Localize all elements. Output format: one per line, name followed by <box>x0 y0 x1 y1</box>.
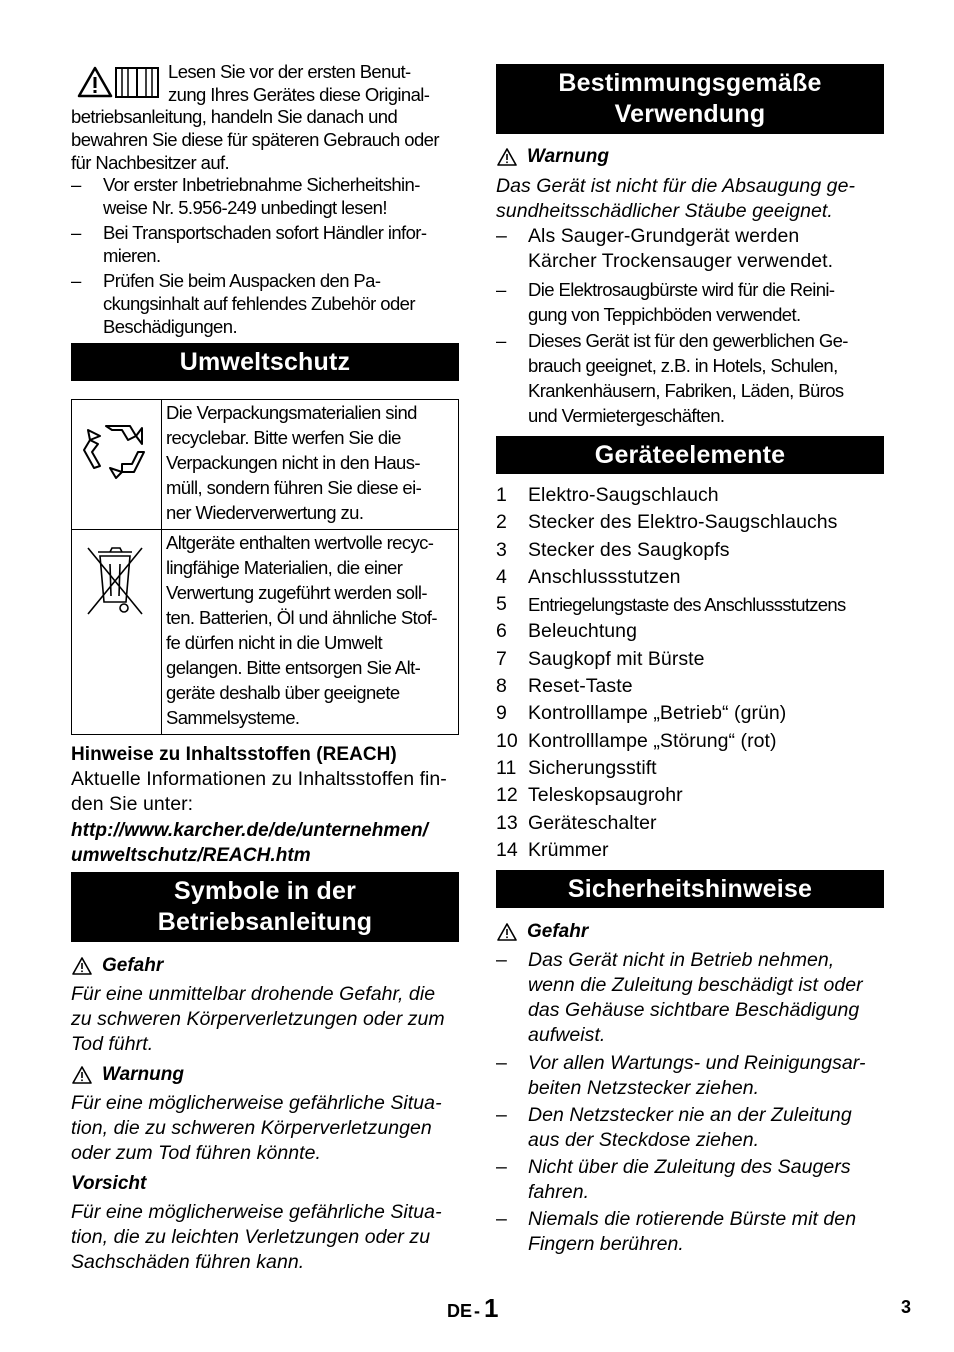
footer-section-label <box>447 1293 498 1324</box>
intro-item-text: Vor erster Inbetriebnahme Sicherheitshin- weise Nr. 5.956-249 unbedingt lesen! <box>103 174 420 218</box>
environment-icon-cell <box>72 400 162 530</box>
warnung-heading <box>496 145 609 169</box>
part-label: Geräteschalter <box>528 811 657 834</box>
heading-text: Umweltschutz <box>179 347 351 376</box>
reach-text: Aktuelle Informationen zu Inhaltsstoffen fin- den Sie unter: <box>71 768 447 815</box>
parts-list-item <box>496 482 884 509</box>
heading-geraeteelemente <box>496 436 884 474</box>
intro-rest: betriebsanleitung, handeln Sie danach und bewahren Sie diese für späteren Gebrauch oder für Nachbesitzer auf. <box>71 106 439 173</box>
part-number: 1 <box>496 484 507 506</box>
parts-list-item <box>496 728 884 755</box>
sicherheit-item-text: Den Netzstecker nie an der Zuleitung aus der Steckdose ziehen. <box>528 1104 852 1151</box>
dash-marker: – <box>496 225 507 247</box>
gefahr-label: Gefahr <box>527 921 589 942</box>
parts-list-item <box>496 564 884 591</box>
dash-marker: – <box>496 330 506 351</box>
gefahr-heading <box>71 954 163 978</box>
part-number: 13 <box>496 811 518 834</box>
heading-symbole <box>71 872 459 942</box>
environment-icon-cell <box>72 530 162 735</box>
parts-list-item <box>496 618 884 645</box>
environment-text: Die Verpackungsmaterialien sind recyclebar. Bitte werfen Sie die Verpackungen nicht in den Haus- müll, sondern führen Sie diese ei- ner Wiederverwertung zu. <box>162 400 459 530</box>
bestimmung-item-text: Dieses Gerät ist für den gewerblichen Ge- brauch geeignet, z.B. in Hotels, Schulen, Krankenhäusern, Fabriken, Läden, Büros und Vermietergeschäften. <box>528 330 848 426</box>
warnung-label: Warnung <box>102 1064 184 1085</box>
warning-icon <box>77 66 113 98</box>
part-number: 5 <box>496 593 507 616</box>
heading-text: Sicherheitshinweise <box>567 874 813 903</box>
part-label: Stecker des Elektro-Saugschlauchs <box>528 511 838 534</box>
heading-bestimmung <box>496 64 884 134</box>
intro-line-2: zung Ihres Gerätes diese Original- <box>168 84 430 105</box>
dash-marker: – <box>496 1208 507 1230</box>
sicherheit-item-text: Vor allen Wartungs- und Reinigungsar- beiten Netzstecker ziehen. <box>528 1052 866 1099</box>
part-label: Sicherungsstift <box>528 756 657 779</box>
part-number: 4 <box>496 565 507 588</box>
dash-marker: – <box>496 1156 507 1178</box>
dash-marker: – <box>71 222 81 243</box>
parts-list-item <box>496 837 884 864</box>
part-label: Entriegelungstaste des Anschlussstutzens <box>528 594 846 616</box>
parts-list-item <box>496 509 884 536</box>
gefahr-label: Gefahr <box>102 955 164 976</box>
parts-list-item <box>496 700 884 727</box>
part-label: Reset-Taste <box>528 675 633 698</box>
bestimmung-item-text: Als Sauger-Grundgerät werden Kärcher Trockensauger verwendet. <box>528 225 834 272</box>
gefahr-heading <box>496 920 588 944</box>
heading-sicherheit <box>496 870 884 908</box>
heading-text: Betriebsanleitung <box>157 908 373 936</box>
part-number: 8 <box>496 675 507 698</box>
bestimmung-item-text: Die Elektrosaugbürste wird für die Reini- gung von Teppichböden verwendet. <box>528 279 835 325</box>
parts-list-item <box>496 755 884 782</box>
footer-sep: - <box>474 1301 481 1321</box>
parts-list-item <box>496 537 884 564</box>
parts-list <box>496 482 884 864</box>
part-number: 6 <box>496 620 507 643</box>
part-number: 2 <box>496 511 507 534</box>
recycle-icon <box>82 416 154 488</box>
vorsicht-label: Vorsicht <box>71 1173 147 1194</box>
footer-lang: DE <box>447 1301 473 1321</box>
intro-item-text: Bei Transportschaden sofort Händler infor- mieren. <box>103 222 427 266</box>
part-number: 9 <box>496 702 507 725</box>
part-number: 7 <box>496 647 507 670</box>
part-label: Kontrolllampe „Störung“ (rot) <box>528 729 777 752</box>
environment-text: Altgeräte enthalten wertvolle recyc- lingfähige Materialien, die einer Verwertung zugeführt werden soll- ten. Batterien, Öl und ähnliche Stof- fe dürfen nicht in die Umwelt gelangen. Bitte entsorgen Sie Alt- geräte deshalb über geeignete Sammelsysteme. <box>162 530 459 735</box>
footer-section-page: 1 <box>484 1293 499 1323</box>
part-number: 12 <box>496 784 518 807</box>
environment-row <box>72 400 459 530</box>
part-label: Teleskopsaugrohr <box>528 784 683 807</box>
bestimmung-warnung-text: Das Gerät ist nicht für die Absaugung ge- sundheitsschädlicher Stäube geeignet. <box>496 175 856 222</box>
heading-text: Geräteelemente <box>594 440 786 469</box>
part-label: Krümmer <box>528 838 609 861</box>
gefahr-text: Für eine unmittelbar drohende Gefahr, die zu schweren Körperverletzungen oder zum Tod führt. <box>71 983 445 1055</box>
part-label: Anschlussstutzen <box>528 565 681 588</box>
warning-icon <box>496 147 518 167</box>
parts-list-item <box>496 782 884 809</box>
dash-marker: – <box>496 949 507 971</box>
dash-marker: – <box>71 270 81 291</box>
environment-table <box>71 399 459 735</box>
dash-marker: – <box>496 279 506 300</box>
warning-icon <box>496 922 518 942</box>
sicherheit-item-text: Nicht über die Zuleitung des Saugers fahren. <box>528 1156 851 1203</box>
parts-list-item <box>496 591 884 618</box>
sicherheit-item-text: Das Gerät nicht in Betrieb nehmen, wenn die Zuleitung beschädigt ist oder das Gehäuse sichtbare Beschädigung aufweist. <box>528 949 863 1046</box>
parts-list-item <box>496 673 884 700</box>
parts-list-item <box>496 810 884 837</box>
dash-marker: – <box>496 1104 507 1126</box>
part-number: 11 <box>496 756 517 779</box>
reach-title: Hinweise zu Inhaltsstoffen (REACH) <box>71 744 397 765</box>
parts-list-item <box>496 646 884 673</box>
manual-book-icon <box>114 65 160 99</box>
dash-marker: – <box>496 1052 507 1074</box>
heading-umweltschutz <box>71 343 459 381</box>
warning-icon <box>71 956 93 976</box>
part-number: 10 <box>496 729 518 752</box>
warning-icon <box>71 1065 93 1085</box>
heading-text: Bestimmungsgemäße <box>558 69 822 97</box>
part-label: Stecker des Saugkopfs <box>528 538 730 561</box>
warnung-heading <box>71 1063 184 1087</box>
intro-line-1: Lesen Sie vor der ersten Benut- <box>168 61 411 82</box>
page-number: 3 <box>901 1297 912 1317</box>
part-label: Elektro-Saugschlauch <box>528 484 719 506</box>
reach-link[interactable]: http://www.karcher.de/de/unternehmen/ umweltschutz/REACH.htm <box>71 820 428 866</box>
environment-row <box>72 530 459 735</box>
dash-marker: – <box>71 174 81 195</box>
sicherheit-item-text: Niemals die rotierende Bürste mit den Fingern berühren. <box>528 1208 857 1255</box>
intro-item-text: Prüfen Sie beim Auspacken den Pa- ckungsinhalt auf fehlendes Zubehör oder Beschädigungen. <box>103 270 415 337</box>
part-label: Kontrolllampe „Betrieb“ (grün) <box>528 702 787 725</box>
part-label: Beleuchtung <box>528 620 637 643</box>
heading-text: Symbole in der <box>173 877 356 905</box>
crossed-bin-icon <box>84 544 146 618</box>
heading-text: Verwendung <box>614 100 766 128</box>
warnung-text: Für eine möglicherweise gefährliche Situa- tion, die zu schweren Körperverletzungen oder zum Tod führen könnte. <box>71 1092 442 1164</box>
vorsicht-heading <box>71 1172 146 1196</box>
vorsicht-text: Für eine möglicherweise gefährliche Situa- tion, die zu leichten Verletzungen oder zu Sachschäden führen kann. <box>71 1201 442 1273</box>
warnung-label: Warnung <box>527 146 609 167</box>
part-number: 14 <box>496 838 518 861</box>
part-label: Saugkopf mit Bürste <box>528 647 705 670</box>
part-number: 3 <box>496 538 507 561</box>
